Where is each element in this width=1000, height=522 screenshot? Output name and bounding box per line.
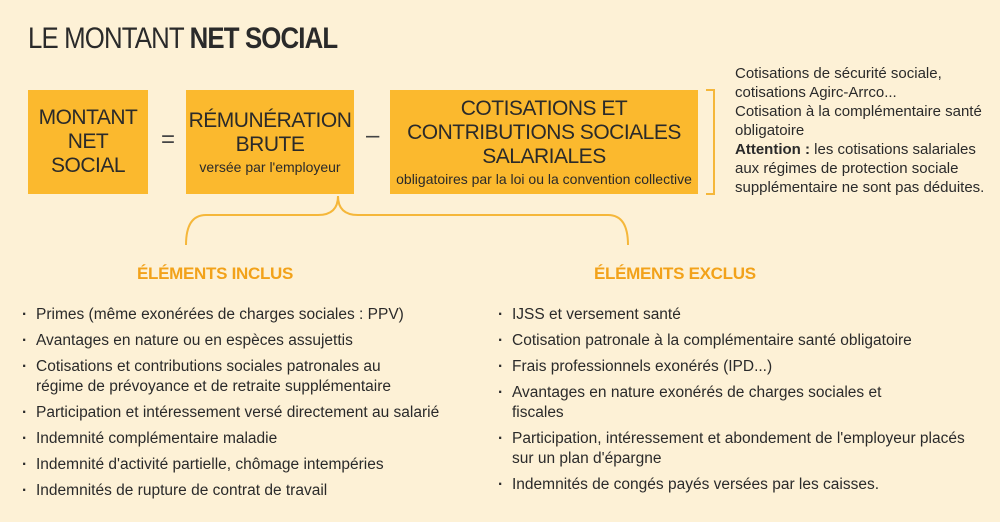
cotisations-sub: obligatoires par la loi ou la convention collective <box>396 171 692 187</box>
box-remuneration-brute <box>186 90 354 194</box>
bracket-side-note <box>706 90 714 194</box>
title-bold: NET SOCIAL <box>189 22 338 55</box>
list-item-inclus: · Indemnités de rupture de contrat de travail <box>22 481 492 501</box>
brut-sub: versée par l'employeur <box>199 159 341 175</box>
list-item-exclus: · Indemnités de congés payés versées par les caisses. <box>498 475 968 495</box>
list-item-inclus: · Participation et intéressement versé directement au salarié <box>22 403 492 423</box>
list-item-exclus: · Participation, intéressement et abondement de l'employeur placés sur un plan d'épargne <box>498 429 972 469</box>
side-note <box>735 64 985 197</box>
list-item-inclus: · Indemnité complémentaire maladie <box>22 429 492 449</box>
list-item-inclus: · Cotisations et contributions sociales patronales au régime de prévoyance et de retraite supplémentaire <box>22 357 416 397</box>
box-cotisations <box>390 90 698 194</box>
list-elements-inclus <box>22 305 492 507</box>
cotisations-label: COTISATIONS ET CONTRIBUTIONS SOCIALES SALARIALES <box>407 97 681 168</box>
list-item-exclus: · Frais professionnels exonérés (IPD...) <box>498 357 968 377</box>
equals-sign: = <box>161 126 176 153</box>
heading-elements-exclus: ÉLÉMENTS EXCLUS <box>594 264 756 283</box>
list-item-exclus: · Avantages en nature exonérés de charges sociales et fiscales <box>498 383 912 423</box>
side-note-line2: Cotisation à la complémentaire santé obligatoire <box>735 103 982 139</box>
box-montant-net-social <box>28 90 148 194</box>
list-item-inclus: · Avantages en nature ou en espèces assujettis <box>22 331 492 351</box>
attention-label: Attention : <box>735 141 810 158</box>
brut-label: RÉMUNÉRATION BRUTE <box>188 109 352 156</box>
list-elements-exclus <box>498 305 968 501</box>
brace-under-formula <box>186 196 628 245</box>
title-light: LE MONTANT <box>28 22 190 55</box>
attention-text: les cotisations salariales aux régimes de protection sociale supplémentaire ne sont pas déduites. <box>735 141 985 196</box>
heading-elements-inclus: ÉLÉMENTS INCLUS <box>137 264 294 283</box>
minus-sign: – <box>366 122 380 149</box>
side-note-attention <box>735 140 985 197</box>
list-item-inclus: · Primes (même exonérées de charges sociales : PPV) <box>22 305 492 325</box>
side-note-line1: Cotisations de sécurité sociale, cotisations Agirc-Arrco... <box>735 65 942 101</box>
net-label: MONTANT NET SOCIAL <box>38 106 138 177</box>
list-item-exclus: · Cotisation patronale à la complémentaire santé obligatoire <box>498 331 968 351</box>
list-item-inclus: · Indemnité d'activité partielle, chômage intempéries <box>22 455 492 475</box>
list-item-exclus: · IJSS et versement santé <box>498 305 968 325</box>
